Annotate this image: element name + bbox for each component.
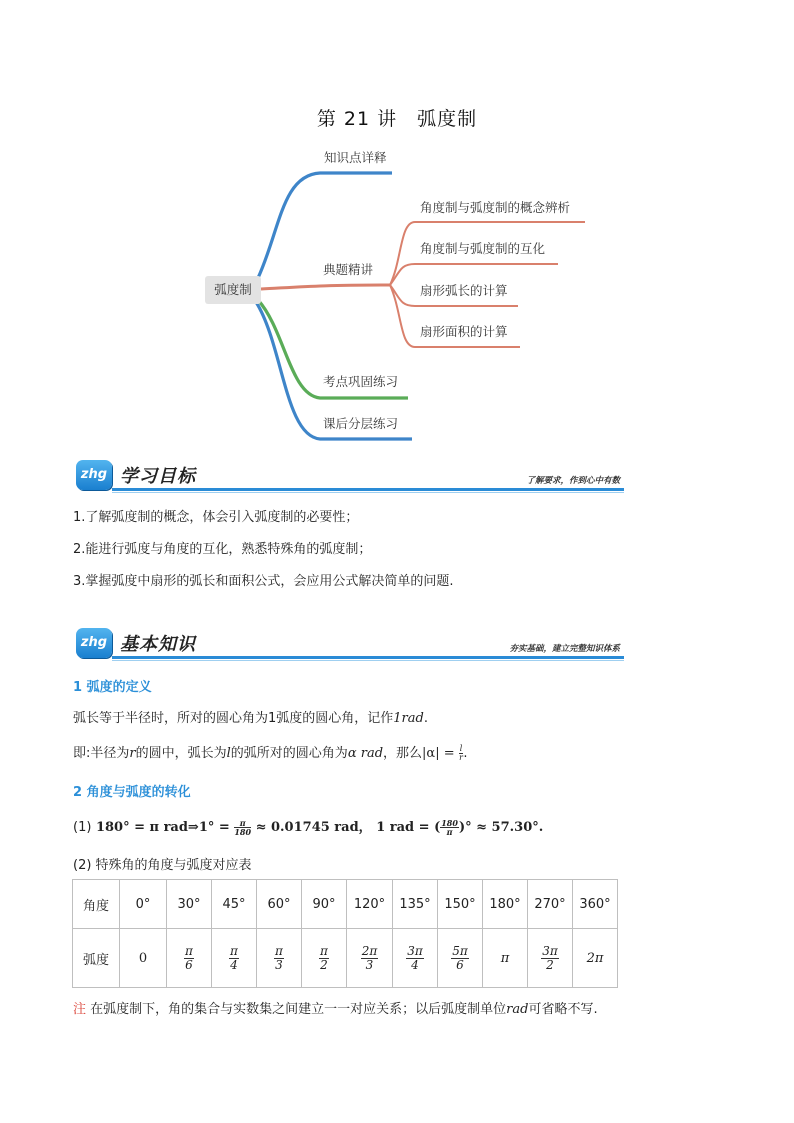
branch-homework: 课后分层练习 (323, 416, 399, 431)
definition-math: 1rad (393, 711, 424, 726)
mind-map-root: 弧度制 (205, 276, 261, 304)
radian-cell (167, 929, 212, 988)
radian-value: 0 (138, 950, 148, 966)
radian-fraction (541, 945, 559, 971)
branch-practice: 考点巩固练习 (323, 374, 399, 389)
zhg-logo-icon: zhg (76, 628, 112, 658)
radian-cell (120, 929, 167, 988)
goal-item-3: 3.掌握弧度中扇形的弧长和面积公式，会应用公式解决简单的问题. (73, 574, 454, 589)
degree-cell: 135° (393, 880, 438, 929)
degree-cell: 0° (120, 880, 167, 929)
formula-part-a: 180° = π rad⇒1° = (95, 820, 230, 835)
formula-part-c: 1 rad = ( (376, 820, 441, 835)
radian-cell (302, 929, 347, 988)
radian-fraction (361, 945, 379, 971)
fraction-numerator: π (234, 819, 251, 828)
fraction-numerator: l (459, 743, 463, 753)
fraction-denominator: 3 (275, 957, 283, 972)
banner-rule (112, 488, 624, 491)
radian-value: 2π (586, 950, 604, 966)
fraction-denominator: r (459, 753, 463, 762)
table-row-radians (73, 929, 618, 988)
180-over-pi-fraction (440, 819, 459, 837)
row-header: 角度 (73, 880, 120, 929)
sub-topic-4: 扇形面积的计算 (420, 324, 508, 339)
definition-end: . (423, 711, 428, 726)
fraction-numerator: π (230, 943, 238, 958)
fraction-numerator: 5π (452, 943, 468, 958)
subheading-radian-definition: 1 弧度的定义 (73, 680, 152, 695)
sub-topic-3: 扇形弧长的计算 (420, 283, 508, 298)
zhg-logo-icon: zhg (76, 460, 112, 490)
definition2-end: . (463, 746, 468, 761)
fraction-denominator: 4 (411, 957, 419, 972)
fraction-denominator: 2 (320, 957, 328, 972)
section-heading: 学习目标 (120, 466, 196, 487)
angle-radian-table (72, 879, 618, 988)
section-heading: 基本知识 (120, 634, 196, 655)
fraction-numerator: 180 (441, 817, 458, 828)
note-line (73, 998, 598, 1017)
branch-examples: 典题精讲 (323, 262, 374, 277)
degree-cell: 150° (438, 880, 483, 929)
definition2-text-a: 即:半径为 (73, 746, 130, 761)
pi-over-180-fraction (234, 819, 251, 837)
degree-cell: 90° (302, 880, 347, 929)
page-title: 第 21 讲 弧度制 (316, 108, 478, 130)
radian-cell (393, 929, 438, 988)
sub-topic-2: 角度制与弧度制的互化 (420, 241, 546, 256)
degree-cell: 120° (347, 880, 393, 929)
branch-line-examples (261, 285, 390, 289)
note-text: 在弧度制下，角的集合与实数集之间建立一一对应关系；以后弧度制单位 (86, 1002, 507, 1017)
abs-alpha: |α| = (422, 746, 455, 761)
section-banner-goals (76, 458, 624, 494)
definition-line-2 (73, 742, 467, 762)
section-slogan: 了解要求，作到心中有数 (526, 476, 620, 486)
degree-cell: 270° (528, 880, 573, 929)
banner-rule-thin (112, 492, 624, 493)
note-math: rad (506, 1002, 529, 1017)
goal-item-1: 1.了解弧度制的概念，体会引入弧度制的必要性； (73, 510, 359, 525)
degree-cell: 45° (212, 880, 257, 929)
note-mark: 注 (73, 1002, 87, 1017)
fraction-numerator: π (185, 943, 193, 958)
degree-cell: 180° (483, 880, 528, 929)
mind-map (0, 0, 794, 460)
definition-line-1 (73, 707, 428, 726)
radian-cell (212, 929, 257, 988)
fraction-numerator: 3π (407, 943, 423, 958)
fraction-numerator: π (320, 943, 328, 958)
table-row-degrees (73, 880, 618, 929)
alpha-rad: α rad (347, 746, 384, 761)
branch-knowledge: 知识点详释 (324, 150, 387, 165)
definition2-text-c: 的弧所对的圆心角为 (230, 746, 348, 761)
fraction-denominator: π (446, 827, 453, 837)
radian-fraction (184, 945, 194, 971)
fraction-numerator: 2π (361, 943, 378, 958)
radian-cell (438, 929, 483, 988)
fraction-denominator: 6 (185, 957, 193, 972)
row-header: 弧度 (73, 929, 120, 988)
formula-part-b: ≈ 0.01745 rad， (255, 820, 372, 835)
radian-fraction (406, 945, 424, 971)
fraction-denominator: 4 (230, 957, 238, 972)
formula-label: (1) (73, 820, 92, 835)
radian-fraction (451, 945, 469, 971)
conversion-formula (73, 816, 543, 836)
definition2-text-d: ，那么 (383, 746, 423, 761)
note-end: 可省略不写. (528, 1002, 598, 1017)
radian-value: π (500, 950, 510, 966)
section-banner-basics (76, 626, 624, 662)
banner-rule (112, 656, 624, 659)
radian-cell (347, 929, 393, 988)
arc-length-symbol: l (226, 746, 231, 761)
sub-line-2 (390, 264, 558, 285)
radian-fraction (319, 945, 329, 971)
sub-topic-1: 角度制与弧度制的概念辨析 (420, 200, 571, 215)
radian-fraction (274, 945, 284, 971)
fraction-denominator: 2 (546, 957, 554, 972)
definition-text: 弧长等于半径时，所对的圆心角为1弧度的圆心角，记作 (73, 711, 394, 726)
fraction-numerator: 3π (542, 943, 558, 958)
degree-cell: 360° (573, 880, 618, 929)
section-slogan: 夯实基础，建立完整知识体系 (509, 644, 620, 654)
fraction-denominator: 180 (234, 827, 252, 837)
radian-cell (257, 929, 302, 988)
subheading-conversion: 2 角度与弧度的转化 (73, 785, 191, 800)
table-caption: (2) 特殊角的角度与弧度对应表 (73, 858, 252, 873)
radian-cell (528, 929, 573, 988)
radius-symbol: r (129, 746, 136, 761)
degree-cell: 30° (167, 880, 212, 929)
formula-part-d: )° ≈ 57.30°. (458, 820, 544, 835)
fraction-denominator: 6 (456, 957, 464, 972)
radian-cell (483, 929, 528, 988)
definition2-text-b: 的圆中，弧长为 (135, 746, 227, 761)
fraction-denominator: 3 (365, 957, 374, 972)
degree-cell: 60° (257, 880, 302, 929)
goal-item-2: 2.能进行弧度与角度的互化，熟悉特殊角的弧度制； (73, 542, 372, 557)
banner-rule-thin (112, 660, 624, 661)
fraction-numerator: π (275, 943, 283, 958)
radian-cell (573, 929, 618, 988)
radian-fraction (229, 945, 239, 971)
